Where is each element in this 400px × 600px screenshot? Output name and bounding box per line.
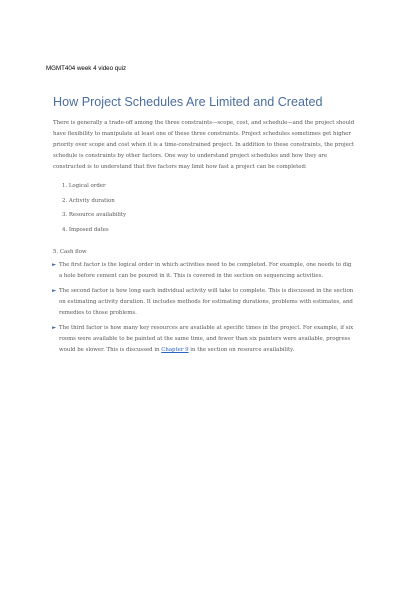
bullet-text-before: The third factor is how many key resources are available at specific times in the project. For example, if six rooms were available to be painted at the same time, and fewer than six painters were available, progress would be slower. This is discussed in	[59, 325, 354, 353]
bullet-text: The first factor is the logical order in which activities need to be completed. For example, one needs to dig a hole before cement can be poured in it. This is covered in the section on sequencing activities.	[59, 262, 352, 279]
list-item	[53, 286, 355, 319]
article-title: How Project Schedules Are Limited and Created	[53, 95, 323, 109]
bullet-text: The second factor is how long each individual activity will take to complete. This is discussed in the section on estimating activity duration. It includes methods for estimating durations, problems with estimates, and remedies to those problems.	[59, 288, 354, 316]
factor-explanations	[53, 260, 355, 356]
factor-item: 3. Resource availability	[62, 212, 127, 218]
factor-item: 4. Imposed dates	[62, 226, 109, 233]
bullet-icon: ►	[52, 262, 57, 268]
factor-cash-flow: 5. Cash flow	[53, 249, 87, 255]
bullet-text-after: in the section on resource availability.	[188, 347, 295, 353]
factor-list	[53, 179, 355, 237]
factor-item: 1. Logical order	[62, 183, 106, 189]
chapter-9-link[interactable]: Chapter 9	[161, 347, 189, 353]
list-item	[53, 260, 355, 282]
course-label: MGMT404 week 4 video quiz	[46, 65, 127, 72]
bullet-icon: ►	[52, 288, 57, 294]
bullet-icon: ►	[52, 325, 57, 331]
article	[53, 94, 355, 360]
list-item	[53, 323, 355, 356]
intro-paragraph: There is generally a trade-off among the three constraints—scope, cost, and schedule—and the project should have flexibility to manipulate at least one of these three constraints. Project schedules sometimes get higher priority over scope and cost when it is a time-constrained project. In addition to these constraints, the project schedule is constraints by other factors. One way to understand project schedules and how they are constructed is to understand that five factors may limit how fast a project can be completed:	[53, 120, 355, 170]
factor-item: 2. Activity duration	[62, 197, 115, 204]
